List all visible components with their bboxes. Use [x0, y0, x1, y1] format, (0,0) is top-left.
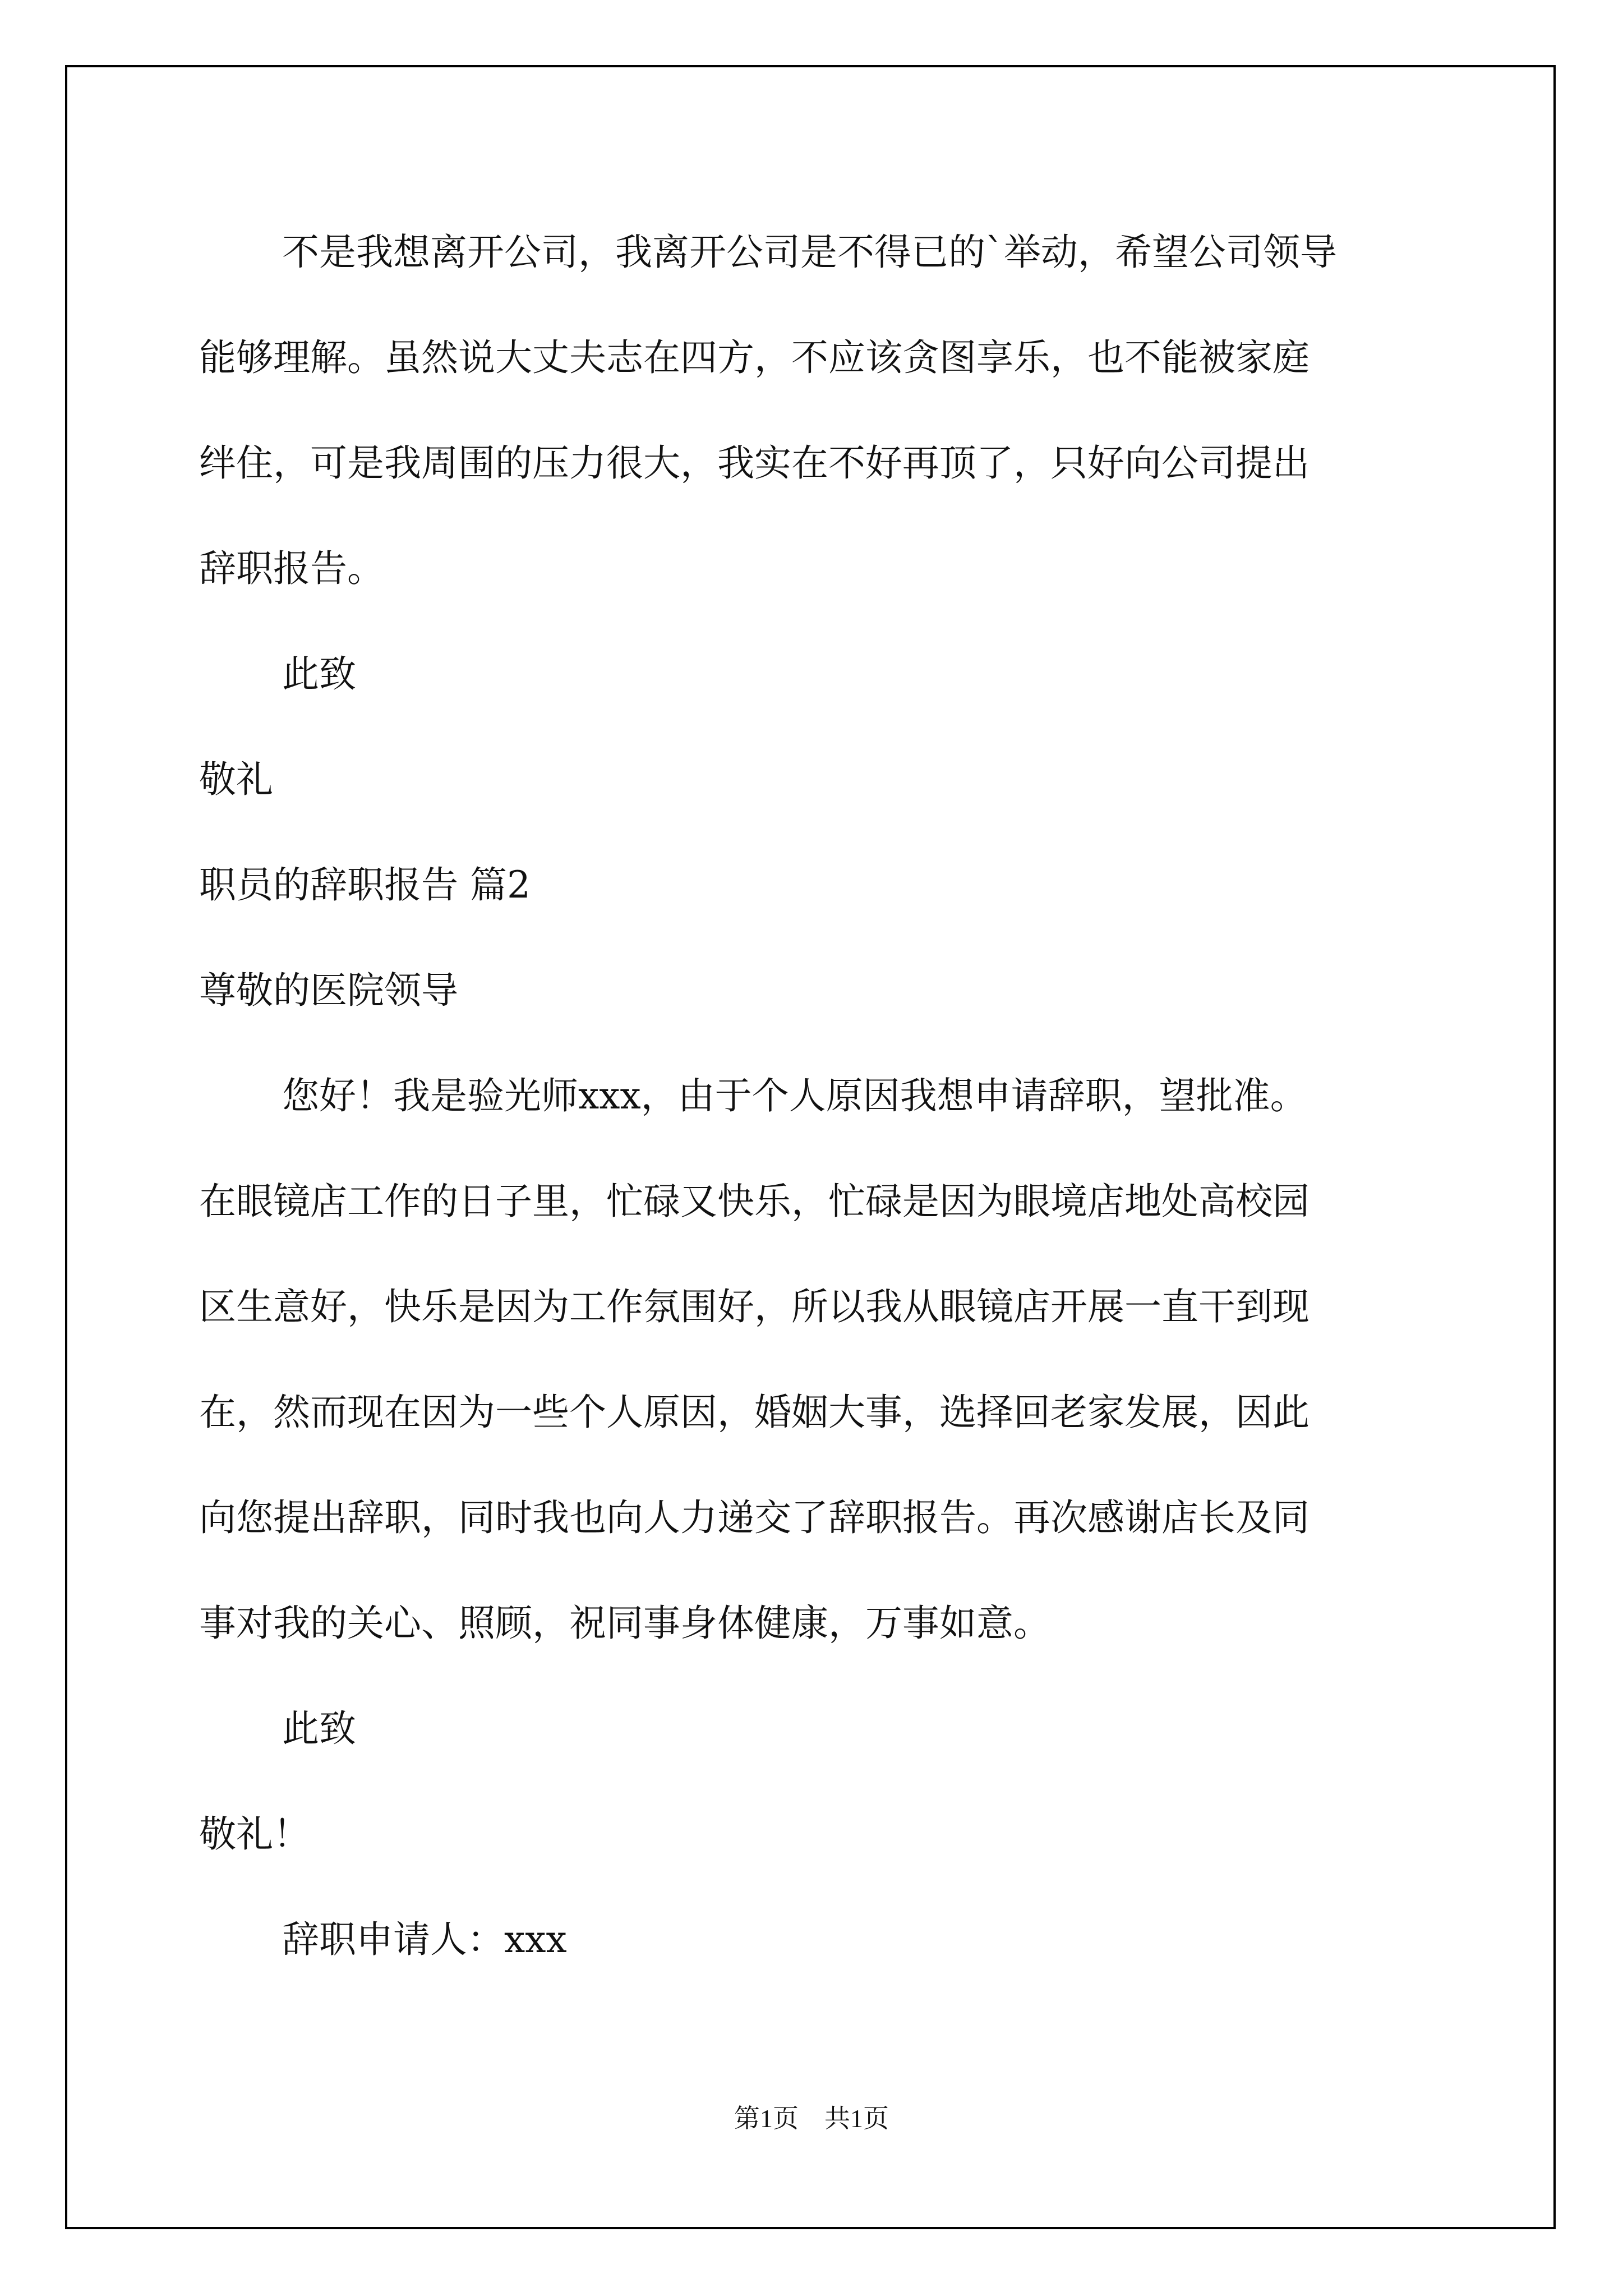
paragraph-2-line-5: 向您提出辞职，同时我也向人力递交了辞职报告。再次感谢店长及同: [199, 1496, 1310, 1539]
closing-cizhi-1: 此致: [282, 652, 356, 696]
paragraph-2-line-1: 您好！我是验光师xxx，由于个人原因我想申请辞职，望批准。: [282, 1074, 1307, 1117]
paragraph-1-line-1: 不是我想离开公司，我离开公司是不得已的`举动，希望公司领导: [282, 231, 1337, 274]
paragraph-2-line-2: 在眼镜店工作的日子里，忙碌又快乐，忙碌是因为眼境店地处高校园: [199, 1180, 1310, 1223]
closing-cizhi-2: 此致: [282, 1707, 356, 1750]
paragraph-2-line-3: 区生意好，快乐是因为工作氛围好，所以我从眼镜店开展一直干到现: [199, 1285, 1310, 1328]
closing-jingli-2: 敬礼！: [199, 1812, 310, 1856]
paragraph-1-line-3: 绊住，可是我周围的压力很大，我实在不好再顶了，只好向公司提出: [199, 441, 1310, 485]
closing-jingli-1: 敬礼: [199, 758, 273, 801]
paragraph-2-line-6: 事对我的关心、照顾，祝同事身体健康，万事如意。: [199, 1602, 1050, 1645]
section-heading: 职员的辞职报告 篇2: [199, 863, 531, 907]
page-footer: 第1页 共1页: [734, 2104, 889, 2133]
paragraph-2-line-4: 在，然而现在因为一些个人原因，婚姻大事，选择回老家发展，因此: [199, 1391, 1310, 1434]
paragraph-1-line-4: 辞职报告。: [199, 547, 384, 590]
salutation: 尊敬的医院领导: [199, 969, 458, 1012]
signature-line: 辞职申请人：xxx: [282, 1918, 567, 1961]
paragraph-1-line-2: 能够理解。虽然说大丈夫志在四方，不应该贪图享乐，也不能被家庭: [199, 336, 1310, 379]
